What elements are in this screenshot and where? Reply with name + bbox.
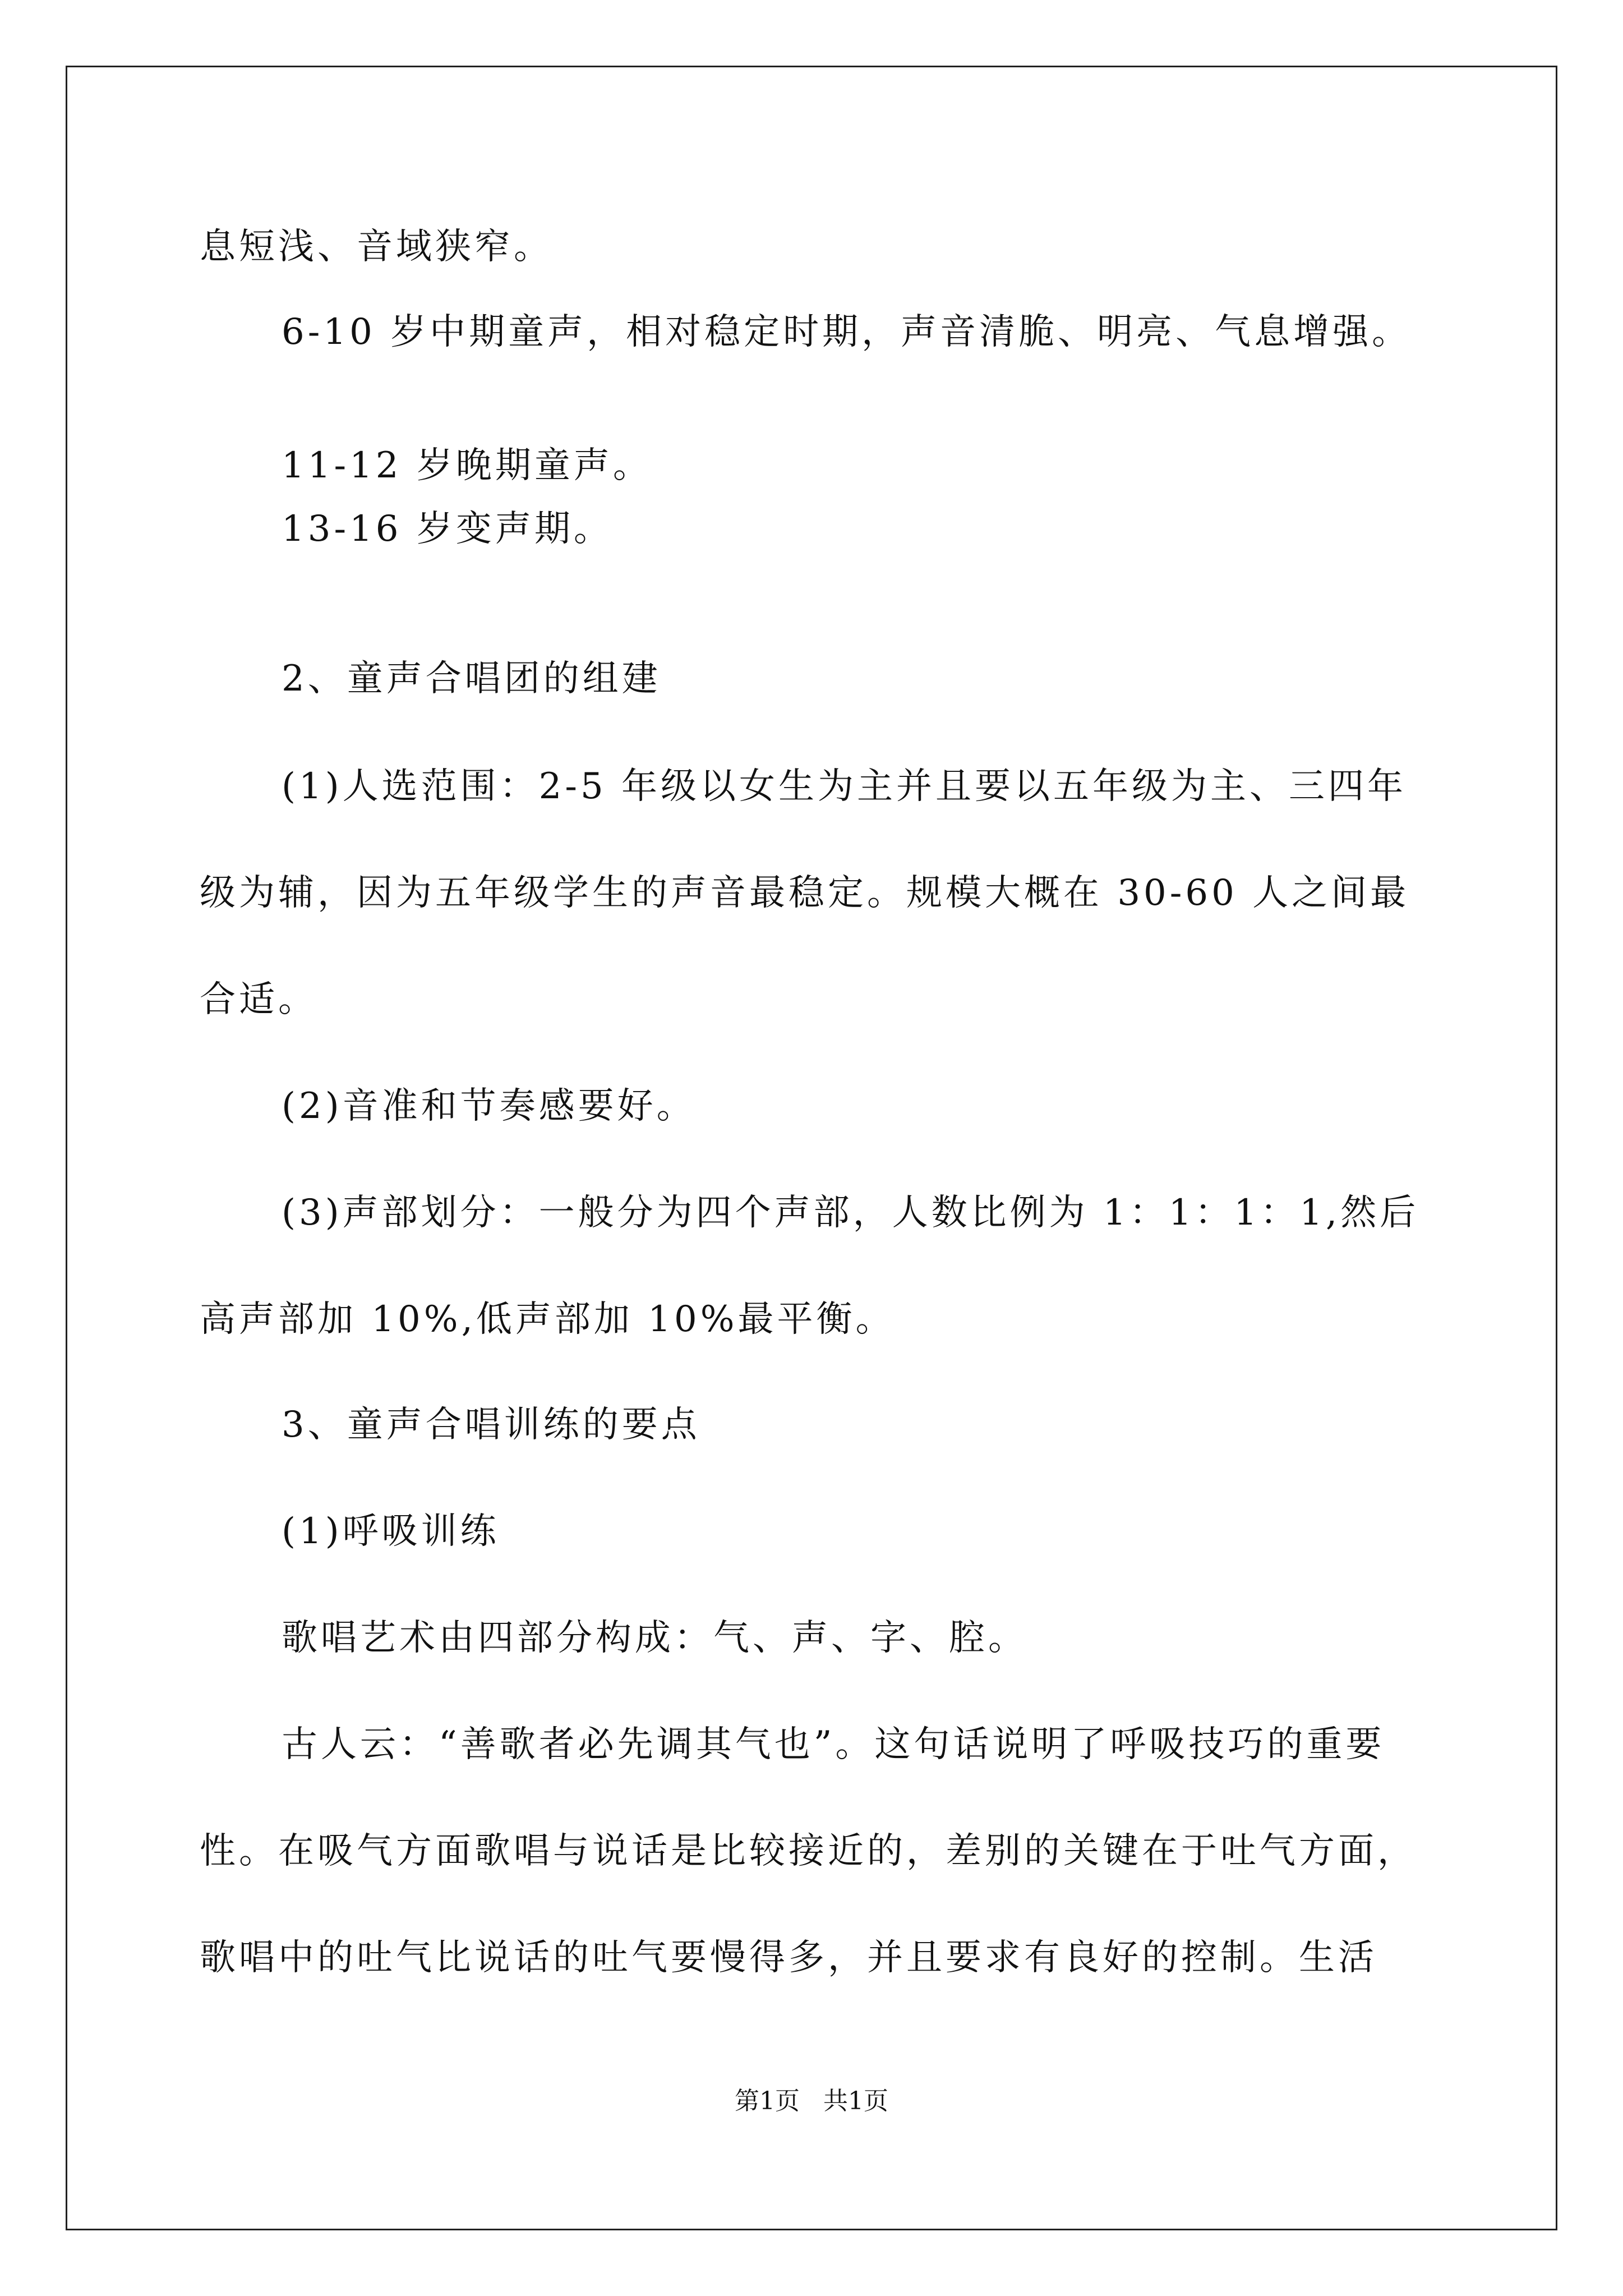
- text-line: 高声部加 10%,低声部加 10%最平衡。: [200, 1299, 895, 1340]
- text-line: (3)声部划分：一般分为四个声部，人数比例为 1：1：1：1,然后: [282, 1192, 1419, 1234]
- page-footer: 第1页 共1页: [735, 2087, 888, 2115]
- section-heading: 3、童声合唱训练的要点: [282, 1404, 700, 1446]
- text-line: (1)人选范围：2-5 年级以女生为主并且要以五年级为主、三四年: [282, 766, 1407, 807]
- text-line: 6-10 岁中期童声，相对稳定时期，声音清脆、明亮、气息增强。: [282, 311, 1412, 353]
- text-line: 息短浅、音域狭窄。: [200, 226, 553, 268]
- text-line: 歌唱艺术由四部分构成：气、声、字、腔。: [282, 1617, 1027, 1659]
- text-line: 合适。: [200, 979, 317, 1020]
- text-line: 13-16 岁变声期。: [282, 508, 613, 550]
- text-line: 11-12 岁晚期童声。: [282, 445, 652, 486]
- text-line: 歌唱中的吐气比说话的吐气要慢得多，并且要求有良好的控制。生活: [200, 1937, 1377, 1978]
- section-heading: 2、童声合唱团的组建: [282, 658, 661, 700]
- text-line: 级为辅，因为五年级学生的声音最稳定。规模大概在 30-60 人之间最: [200, 872, 1410, 914]
- page-border: [66, 66, 1557, 2230]
- text-line: 性。在吸气方面歌唱与说话是比较接近的，差别的关键在于吐气方面，: [200, 1830, 1417, 1872]
- text-line: (2)音准和节奏感要好。: [282, 1085, 696, 1127]
- subsection-heading: (1)呼吸训练: [282, 1511, 500, 1552]
- text-line: 古人云：“善歌者必先调其气也”。这句话说明了呼吸技巧的重要: [282, 1724, 1385, 1765]
